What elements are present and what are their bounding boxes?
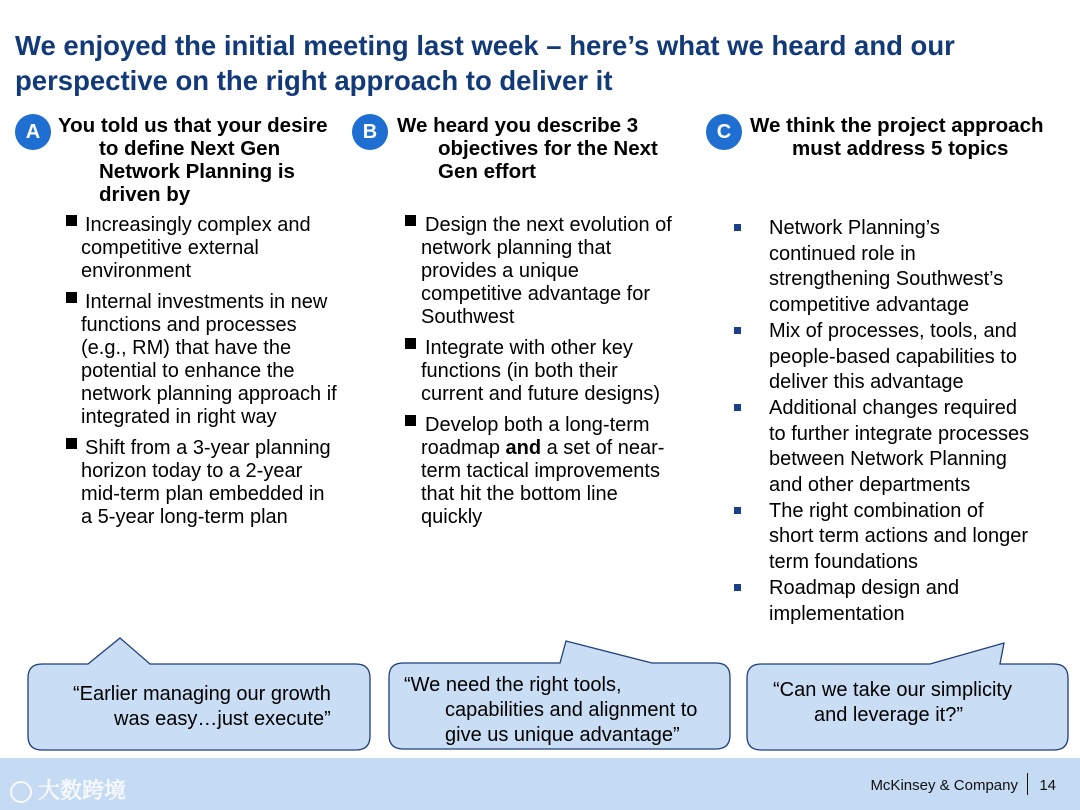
square-bullet-icon — [734, 224, 741, 231]
column-a-header — [15, 114, 345, 206]
list-item: Shift from a 3-year planning horizon today to a 2-year mid-term plan embedded in a 5-year long-term plan — [81, 437, 361, 529]
square-bullet-icon — [405, 215, 416, 226]
footer-divider — [1027, 773, 1029, 795]
heading-line: We think the project approach — [750, 114, 1044, 137]
list-item: Roadmap design and implementation — [769, 576, 1069, 627]
square-bullet-icon — [66, 215, 77, 226]
list-item: Increasingly complex and competitive external environment — [81, 214, 361, 283]
list-item: Design the next evolution of network planning that provides a unique competitive advantage for Southwest — [421, 214, 706, 329]
heading-line: driven by — [99, 183, 191, 206]
heading-line: to define Next Gen — [99, 137, 281, 160]
title-line-2: perspective on the right approach to deliver it — [15, 65, 613, 96]
list-item: Mix of processes, tools, and people-based capabilities to deliver this advantage — [769, 319, 1069, 396]
list-item: Network Planning’s continued role in strengthening Southwest’s competitive advantage — [769, 216, 1069, 319]
quote-text-a: “Earlier managing our growth was easy…just execute” — [73, 683, 331, 730]
quote-text-b: “We need the right tools, capabilities and alignment to give us unique advantage” — [404, 674, 698, 746]
company-name: McKinsey & Company — [870, 777, 1018, 794]
square-bullet-icon — [734, 404, 741, 411]
speech-bubble-icon — [0, 0, 1, 1]
column-a-bullets — [81, 214, 361, 537]
square-bullet-icon — [405, 415, 416, 426]
heading-line: We heard you describe 3 — [397, 114, 639, 137]
bold-emphasis: and — [505, 437, 542, 459]
column-b-header — [352, 114, 692, 184]
heading-line: must address 5 topics — [792, 137, 1009, 160]
bullet-line-with-bold: roadmap and a set of near- — [421, 437, 665, 459]
list-item: Develop both a long-term roadmap and a set of near- term tactical improvements that hit the bottom line quickly — [421, 414, 706, 529]
column-c-bullets — [769, 216, 1069, 627]
watermark-logo-icon — [10, 781, 32, 803]
heading-line: You told us that your desire — [58, 114, 328, 137]
square-bullet-icon — [734, 327, 741, 334]
watermark: 大数跨境 — [10, 774, 126, 805]
square-bullet-icon — [734, 584, 741, 591]
square-bullet-icon — [66, 292, 77, 303]
column-c-heading — [750, 114, 1044, 160]
heading-line: Network Planning is — [99, 160, 295, 183]
list-item: Integrate with other key functions (in both their current and future designs) — [421, 337, 706, 406]
list-item: Internal investments in new functions and processes (e.g., RM) that have the potential to enhance the network planning approach if integrated in right way — [81, 291, 361, 429]
quote-text-c: “Can we take our simplicity and leverage it?” — [773, 679, 1012, 726]
heading-line: objectives for the Next — [438, 137, 658, 160]
heading-line: Gen effort — [438, 160, 536, 183]
page-number: 14 — [1039, 777, 1056, 794]
title-line-1: We enjoyed the initial meeting last week – here’s what we heard and our — [15, 30, 955, 61]
column-b-heading — [397, 114, 658, 183]
footer-bar — [0, 758, 1080, 810]
square-bullet-icon — [734, 507, 741, 514]
page-title — [15, 28, 1065, 98]
column-b-bullets — [421, 214, 706, 537]
badge-a: A — [15, 114, 51, 150]
square-bullet-icon — [66, 438, 77, 449]
square-bullet-icon — [405, 338, 416, 349]
list-item: Additional changes required to further integrate processes between Network Planning and other departments — [769, 396, 1069, 499]
column-a-heading — [58, 114, 328, 206]
column-c-header — [706, 114, 1076, 164]
list-item: The right combination of short term actions and longer term foundations — [769, 499, 1069, 576]
badge-c: C — [706, 114, 742, 150]
badge-b: B — [352, 114, 388, 150]
